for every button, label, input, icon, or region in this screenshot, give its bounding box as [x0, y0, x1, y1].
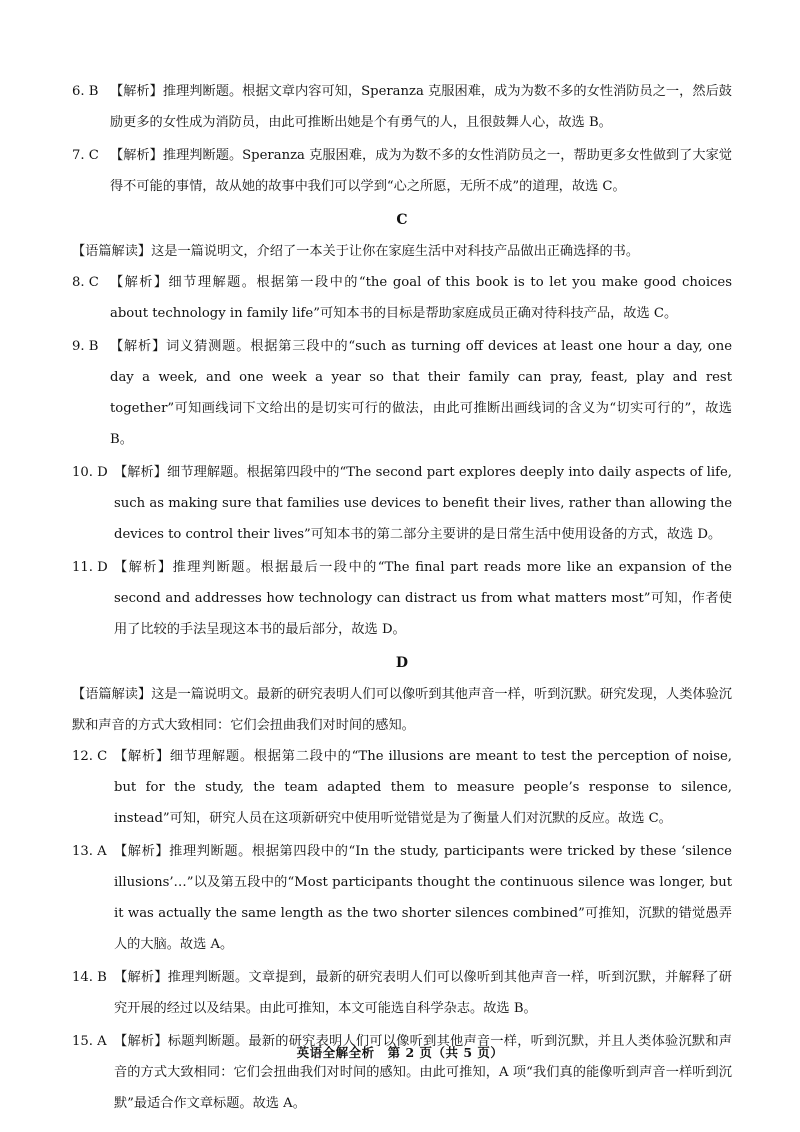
answer-item-15: [72, 1026, 732, 1119]
answer-number: 6. B: [72, 84, 99, 99]
answer-item-13: [72, 836, 732, 960]
answer-number: 13. A: [72, 844, 107, 859]
answer-explanation: 【解析】推理判断题。根据最后一段中的“The final part reads more like an expansion of the second and addresses how technology can distract us from what matters most”可知，作者使用了比较的手法呈现这本书的最后部分，故选 D。: [114, 560, 732, 637]
answer-number: 14. B: [72, 970, 107, 985]
answer-item-8: [72, 267, 732, 329]
answer-item-11: [72, 552, 732, 645]
answer-explanation: 【解析】细节理解题。根据第二段中的“The illusions are meant to test the perception of noise, but for the study, the team adapted them to measure people’s response to silence, instead”可知，研究人员在这项新研究中使用听觉错觉是为了衡量人们对沉默的反应。故选 C。: [114, 749, 732, 826]
answer-explanation: 【解析】推理判断题。根据第四段中的“In the study, participants were tricked by these ‘silence illusions’…”以及第五段中的“Most participants thought the continuous silence was longer, but it was actually the same length as the two shorter silences combined”可推知，沉默的错觉愚弄人的大脑。故选 A。: [114, 844, 732, 952]
answer-explanation: 【解析】推理判断题。根据文章内容可知，Speranza 克服困难，成为为数不多的女性消防员之一，然后鼓励更多的女性成为消防员，由此可推断出她是个有勇气的人，且很鼓舞人心，故选 B。: [110, 84, 732, 130]
answer-item-10: [72, 457, 732, 550]
answer-explanation: 【解析】细节理解题。根据第一段中的“the goal of this book is to let you make good choices about technology in family life”可知本书的目标是帮助家庭成员正确对待科技产品，故选 C。: [110, 275, 732, 321]
answer-explanation: 【解析】推理判断题。Speranza 克服困难，成为为数不多的女性消防员之一，帮助更多女性做到了大家觉得不可能的事情，故从她的故事中我们可以学到“心之所愿，无所不成”的道理，故选 C。: [110, 148, 732, 194]
answer-explanation: 【解析】标题判断题。最新的研究表明人们可以像听到其他声音一样，听到沉默，并且人类体验沉默和声音的方式大致相同：它们会扭曲我们对时间的感知。由此可推知，A 项“我们真的能像听到声音一样听到沉默”最适合作文章标题。故选 A。: [114, 1034, 732, 1111]
answer-number: 7. C: [72, 148, 99, 163]
answer-explanation: 【解析】推理判断题。文章提到，最新的研究表明人们可以像听到其他声音一样，听到沉默，并解释了研究开展的经过以及结果。由此可推知，本文可能选自科学杂志。故选 B。: [114, 970, 732, 1016]
answer-number: 10. D: [72, 465, 108, 480]
answer-item-14: [72, 962, 732, 1024]
answer-explanation: 【解析】词义猜测题。根据第三段中的“such as turning off devices at least one hour a day, one day a week, and one week a year so that their family can pray, feast, play and rest together”可知画线词下文给出的是切实可行的做法，由此可推断出画线词的含义为“切实可行的”，故选 B。: [110, 339, 732, 447]
answer-number: 15. A: [72, 1034, 107, 1049]
section-heading-d: D: [395, 655, 409, 671]
answer-number: 9. B: [72, 339, 99, 354]
page-content: [72, 76, 732, 1121]
answer-item-6: [72, 76, 732, 138]
answer-number: 8. C: [72, 275, 99, 290]
answer-item-7: [72, 140, 732, 202]
section-d-intro: 【语篇解读】这是一篇说明文。最新的研究表明人们可以像听到其他声音一样，听到沉默。研究发现，人类体验沉默和声音的方式大致相同：它们会扭曲我们对时间的感知。: [72, 687, 732, 733]
section-heading-c: C: [396, 212, 408, 228]
answer-explanation: 【解析】细节理解题。根据第四段中的“The second part explores deeply into daily aspects of life, such as making sure that families use devices to benefit their lives, rather than allowing the devices to control their lives”可知本书的第二部分主要讲的是日常生活中使用设备的方式，故选 D。: [114, 465, 732, 542]
answer-number: 12. C: [72, 749, 108, 764]
answer-number: 11. D: [72, 560, 108, 575]
answer-item-12: [72, 741, 732, 834]
section-c-intro: 【语篇解读】这是一篇说明文，介绍了一本关于让你在家庭生活中对科技产品做出正确选择的书。: [72, 244, 640, 259]
answer-item-9: [72, 331, 732, 455]
page-footer: 英语全解全析 第 2 页（共 5 页）: [296, 1045, 504, 1060]
